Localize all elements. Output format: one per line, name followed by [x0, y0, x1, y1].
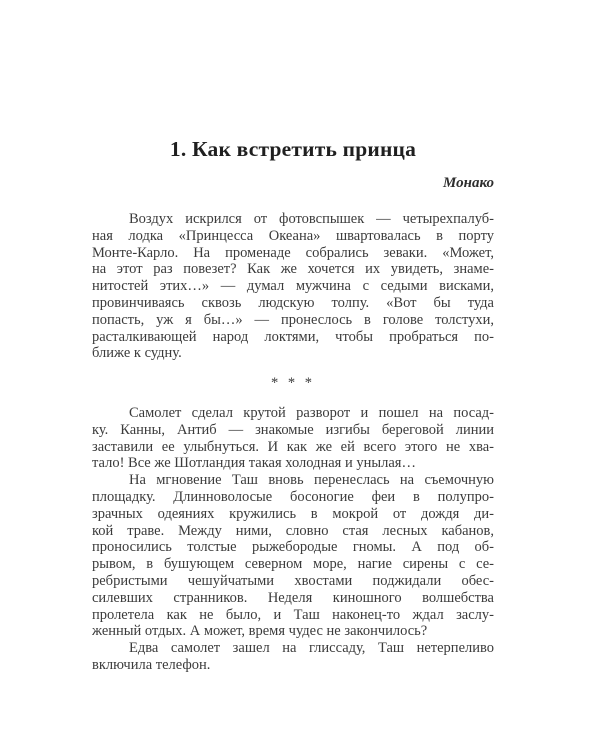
dateline-location: Монако	[443, 175, 494, 191]
text-line: заставили ее улыбнуться. И как же ей всего этого не хва-	[92, 438, 494, 455]
text-line: ребристыми чешуйчатыми хвостами поджидали обес-	[92, 572, 494, 589]
text-line: силевших странников. Неделя киношного волшебства	[92, 589, 494, 606]
paragraph	[92, 405, 494, 472]
text-line: нитостей этих…» — думал мужчина с седыми висками,	[92, 278, 494, 295]
text-line: ку. Канны, Антиб — знакомые изгибы береговой линии	[92, 421, 494, 438]
text-line: женный отдых. А может, время чудес не закончилось?	[92, 623, 428, 640]
paragraph	[92, 472, 494, 640]
text-line: зрачных одеяниях кружились в мокрой от дождя ди-	[92, 505, 494, 522]
text-line: Самолет сделал крутой разворот и пошел на посад-	[129, 404, 494, 421]
text-line: тало! Все же Шотландия такая холодная и унылая…	[92, 455, 416, 472]
text-line: площадку. Длинноволосые босоногие феи в полупро-	[92, 488, 494, 505]
page-content	[92, 211, 494, 674]
text-line: На мгновение Таш вновь перенеслась на съемочную	[129, 472, 494, 489]
text-line: попасть, уж я бы…» — пронеслось в голове толстухи,	[92, 311, 494, 328]
section-separator: * * *	[271, 375, 315, 392]
text-line: кой траве. Между ними, словно стая лесных кабанов,	[92, 522, 494, 539]
text-line: Монте-Карло. На променаде собрались зеваки. «Может,	[92, 244, 494, 261]
text-line: рывом, в бушующем северном море, нагие сирены с се-	[92, 556, 494, 573]
text-line: Едва самолет зашел на глиссаду, Таш нетерпеливо	[129, 640, 494, 657]
text-line: включила телефон.	[92, 656, 211, 673]
text-line: на этот раз повезет? Как же хочется их увидеть, знаме-	[92, 261, 494, 278]
paragraph	[92, 211, 494, 362]
text-line: ная лодка «Принцесса Океана» швартовалась в порту	[92, 227, 494, 244]
text-line: провинчиваясь сквозь людскую толпу. «Вот бы туда	[92, 294, 494, 311]
paragraph	[92, 640, 494, 674]
text-line: пролетела как не было, и Таш наконец-то ждал заслу-	[92, 606, 494, 623]
text-line: ближе к судну.	[92, 345, 182, 362]
chapter-title: 1. Как встретить принца	[169, 137, 417, 161]
text-line: Воздух искрился от фотовспышек — четырехпалуб-	[129, 211, 494, 227]
text-line: проносились толстые рыжебородые гномы. А под об-	[92, 539, 494, 556]
text-line: расталкивающей народ локтями, чтобы пробраться по-	[92, 328, 494, 345]
